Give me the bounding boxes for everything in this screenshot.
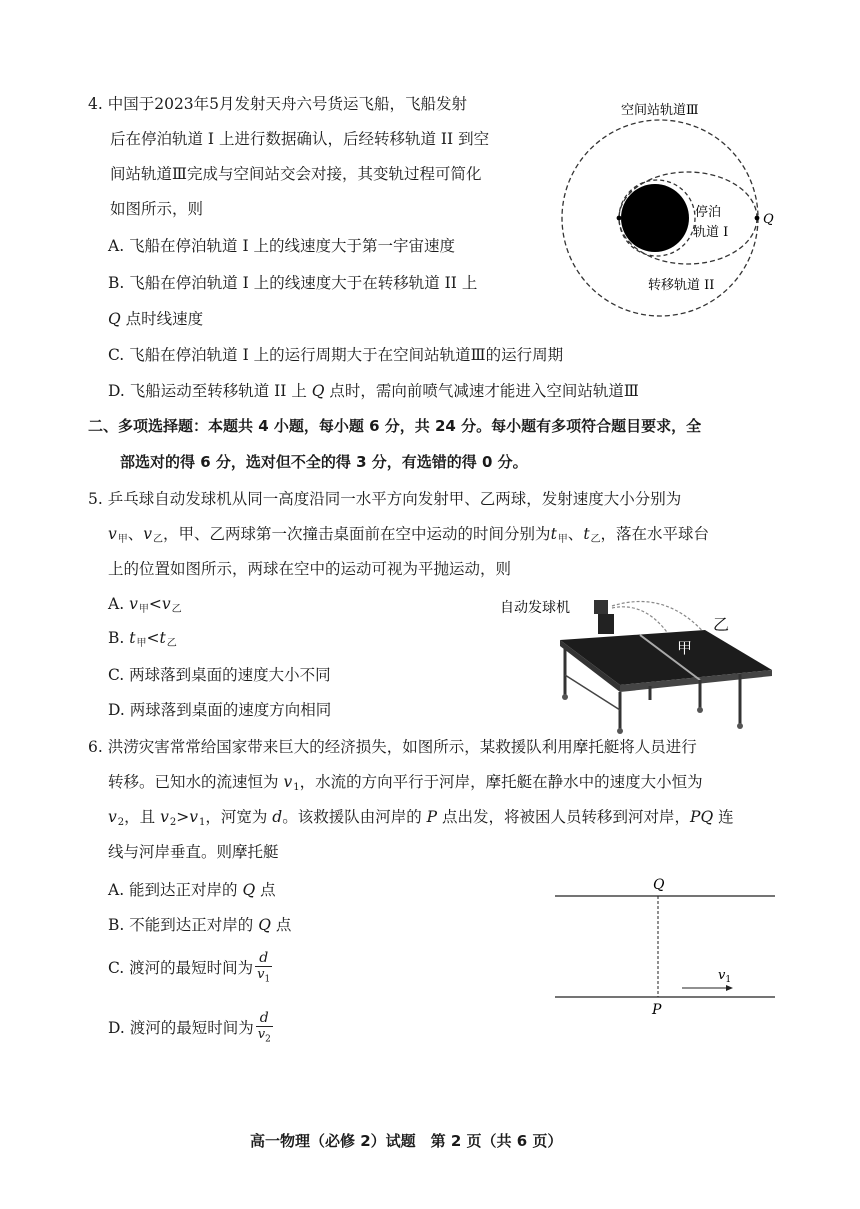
q6-line4: 线与河岸垂直。则摩托艇 bbox=[108, 843, 279, 861]
q6-option-d: D. 渡河的最短时间为 $\frac{d}{v_2}$ bbox=[108, 1010, 273, 1048]
serve-machine bbox=[594, 600, 608, 614]
page-footer: 高一物理（必修 2）试题 第 2 页（共 6 页） bbox=[250, 1132, 563, 1150]
q-point bbox=[755, 216, 760, 221]
q4-line3: 间站轨道Ⅲ完成与空间站交会对接，其变轨过程可简化 bbox=[110, 165, 482, 183]
q6-option-c: C. 渡河的最短时间为 $\frac{d}{v_1}$ bbox=[108, 950, 272, 988]
label-jia: 甲 bbox=[677, 639, 693, 657]
q4-line2: 后在停泊轨道 I 上进行数据确认，后经转移轨道 II 到空 bbox=[110, 130, 490, 148]
q-label: Q bbox=[763, 212, 774, 227]
fraction-d-over-v2: $\frac{d}{v_2}$ bbox=[256, 1010, 273, 1048]
q6-line2: 转移。已知水的流速恒为 $v_1$，水流的方向平行于河岸，摩托艇在静水中的速度大小恒为 bbox=[108, 773, 703, 793]
flow-v1-label: $v_1$ bbox=[718, 968, 732, 985]
q5-option-d: D. 两球落到桌面的速度方向相同 bbox=[108, 701, 332, 719]
q5-option-a: A. $v_甲<v_乙$ bbox=[108, 595, 182, 615]
orbit1-point bbox=[617, 216, 622, 221]
q4-option-b-q: Q bbox=[108, 310, 121, 328]
orbit1-label-b: 轨道 I bbox=[693, 225, 729, 240]
q4-line4: 如图所示，则 bbox=[110, 200, 204, 218]
orbit1-label-a: 停泊 bbox=[695, 205, 722, 220]
q6-option-b: B. 不能到达正对岸的 Q 点 bbox=[108, 916, 292, 934]
q5-line2: $v_甲$、$v_乙$，甲、乙两球第一次撞击桌面前在空中运动的时间分别为$t_甲$、$t_乙$，落在水平球台 bbox=[108, 525, 710, 545]
q4-option-c: C. 飞船在停泊轨道 I 上的运行周期大于在空间站轨道Ⅲ的运行周期 bbox=[108, 346, 564, 364]
q4-option-d: D. 飞船运动至转移轨道 II 上 Q 点时，需向前喷气减速才能进入空间站轨道Ⅲ bbox=[108, 382, 639, 400]
orbit2-label: 转移轨道 II bbox=[648, 278, 715, 293]
river-diagram bbox=[550, 872, 780, 1022]
q5-line1: 5. 乒乓球自动发球机从同一高度沿同一水平方向发射甲、乙两球，发射速度大小分别为 bbox=[88, 490, 682, 508]
q5-option-c: C. 两球落到桌面的速度大小不同 bbox=[108, 666, 331, 684]
machine-label: 自动发球机 bbox=[500, 600, 570, 616]
orbit3-label: 空间站轨道Ⅲ bbox=[621, 103, 699, 118]
section2-heading-line1: 二、多项选择题：本题共 4 小题，每小题 6 分，共 24 分。每小题有多项符合题目要求，全 bbox=[88, 417, 702, 435]
q4-line1: 4. 中国于2023年5月发射天舟六号货运飞船，飞船发射 bbox=[88, 95, 468, 113]
fraction-d-over-v1: $\frac{d}{v_1}$ bbox=[255, 950, 272, 988]
orbit-diagram bbox=[555, 90, 785, 330]
q4-option-a: A. 飞船在停泊轨道 I 上的线速度大于第一宇宙速度 bbox=[108, 237, 456, 255]
q6-line1: 6. 洪涝灾害常常给国家带来巨大的经济损失，如图所示，某救援队利用摩托艇将人员进行 bbox=[88, 738, 697, 756]
q4-option-b-line2 bbox=[108, 307, 203, 329]
q6-option-a: A. 能到达正对岸的 Q 点 bbox=[108, 881, 276, 899]
table-tennis-figure bbox=[500, 590, 775, 735]
q4-option-b-rest: 点时线速度 bbox=[120, 310, 204, 328]
q6-line3: $v_2$，且 $v_2>v_1$，河宽为 d。该救援队由河岸的 P 点出发，将被困人员转移到河对岸，PQ 连 bbox=[108, 808, 734, 828]
label-yi: 乙 bbox=[713, 615, 730, 634]
river-p-label: P bbox=[652, 1002, 662, 1018]
river-q-label: Q bbox=[653, 877, 665, 893]
earth bbox=[621, 184, 689, 252]
q5-line3: 上的位置如图所示，两球在空中的运动可视为平抛运动，则 bbox=[108, 560, 512, 578]
section2-heading-line2: 部选对的得 6 分，选对但不全的得 3 分，有选错的得 0 分。 bbox=[120, 453, 528, 471]
q4-option-b-line1: B. 飞船在停泊轨道 I 上的线速度大于在转移轨道 II 上 bbox=[108, 274, 478, 292]
q5-option-b: B. $t_甲<t_乙$ bbox=[108, 629, 177, 649]
